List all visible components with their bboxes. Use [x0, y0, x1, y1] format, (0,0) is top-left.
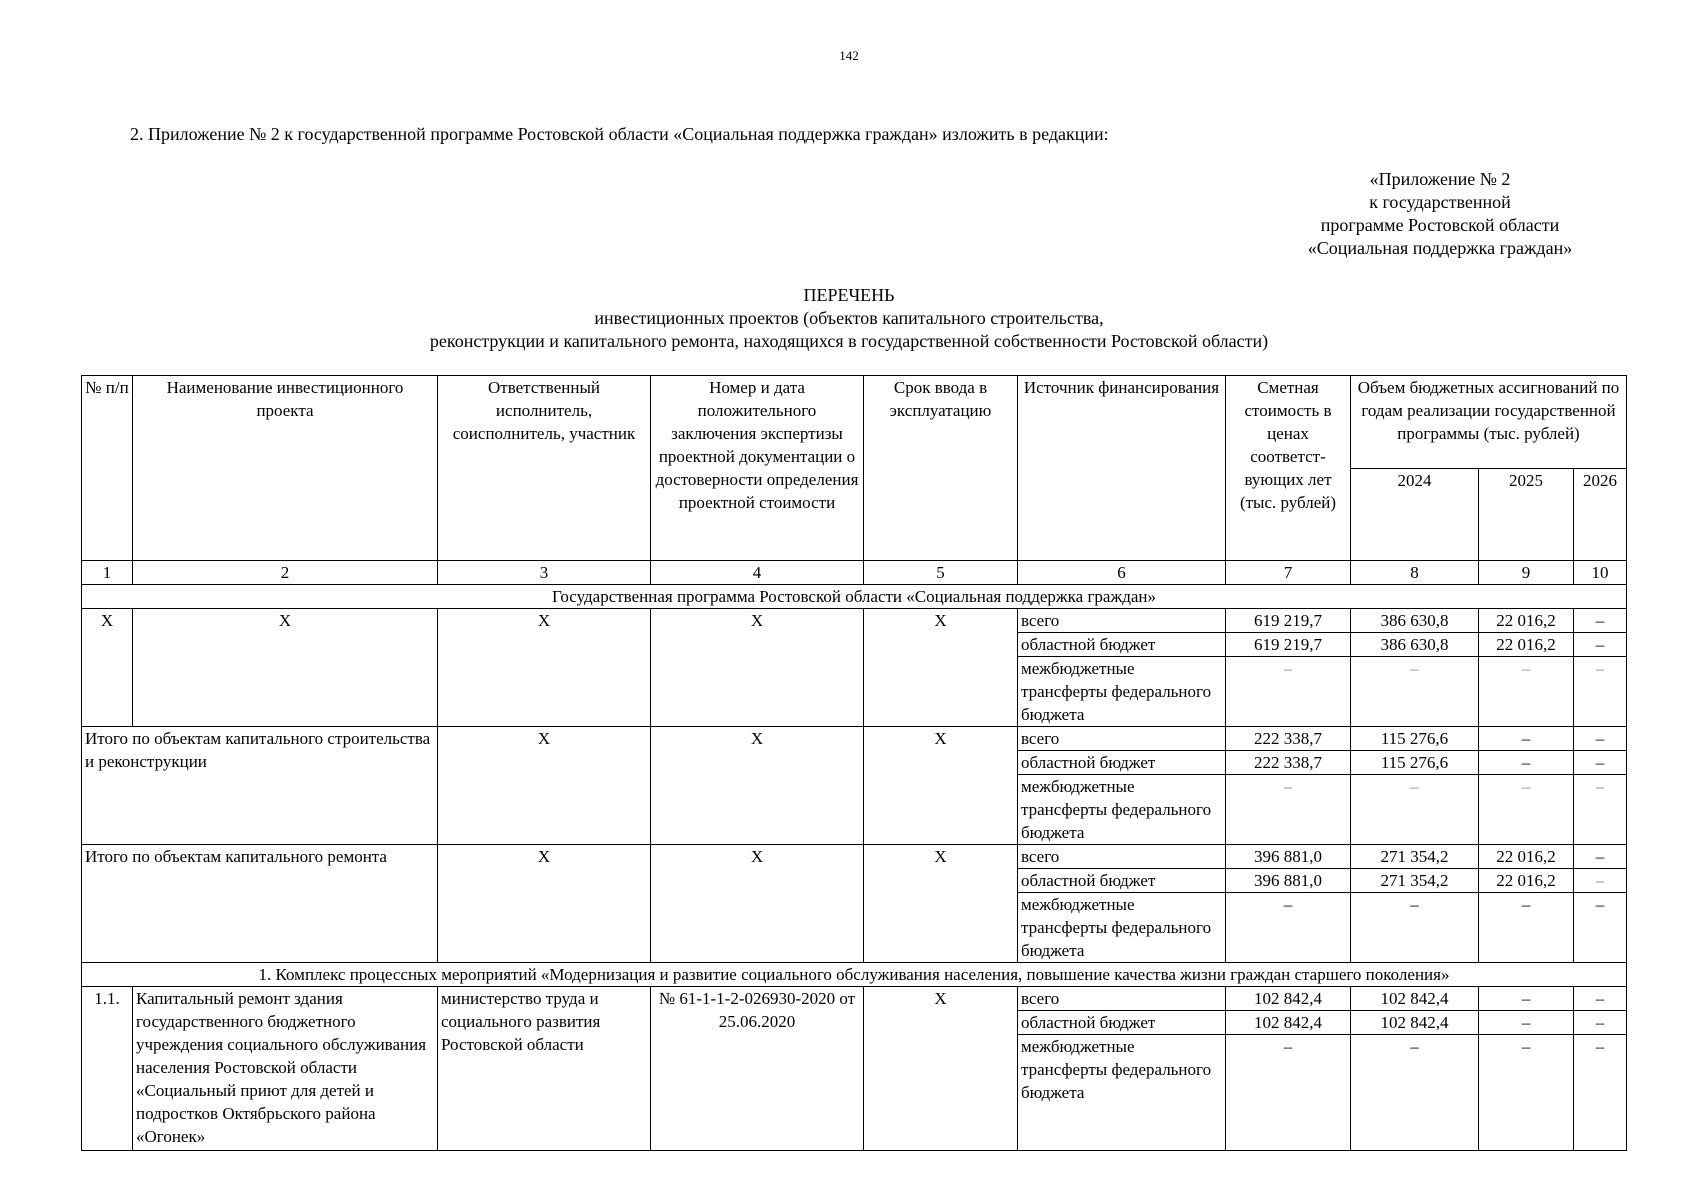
item-1-1-num: 1.1. [82, 987, 133, 1151]
header-row [82, 376, 1627, 469]
appendix-note-line: «Социальная поддержка граждан» [1307, 238, 1573, 258]
program-total-cost: 619 219,7 [1226, 609, 1351, 633]
construction-federal-2025: – [1479, 775, 1574, 845]
construction-regional-2024: 115 276,6 [1351, 751, 1479, 775]
program-x-name: Х [133, 609, 438, 727]
header-term: Срок ввода в эксплуатацию [864, 376, 1018, 561]
program-total-2026: – [1574, 609, 1627, 633]
repair-x-term: Х [864, 845, 1018, 963]
construction-total-cost: 222 338,7 [1226, 727, 1351, 751]
repair-total-row [82, 845, 1627, 869]
item-1-1-federal-2025: – [1479, 1035, 1574, 1151]
source-federal: межбюджетные трансферты федерального бюджета [1018, 657, 1226, 727]
source-regional: областной бюджет [1018, 869, 1226, 893]
title-line-1: ПЕРЕЧЕНЬ [803, 285, 895, 305]
appendix-note-line: к государственной [1369, 192, 1511, 212]
header-source: Источник финансирования [1018, 376, 1226, 561]
item-1-1-regional-cost: 102 842,4 [1226, 1011, 1351, 1035]
construction-total-2026: – [1574, 727, 1627, 751]
construction-total-2024: 115 276,6 [1351, 727, 1479, 751]
construction-federal-2024: – [1351, 775, 1479, 845]
item-1-1-expertise: № 61-1-1-2-026930-2020 от 25.06.2020 [651, 987, 864, 1151]
item-1-1-name: Капитальный ремонт здания государственного бюджетного учреждения социального обслуживания населения Ростовской области «Социальный приют для детей и подростков Октябрьского района «Огонек» [133, 987, 438, 1151]
repair-regional-2026: – [1574, 869, 1627, 893]
header-year-2026: 2026 [1574, 469, 1627, 561]
source-total: всего [1018, 609, 1226, 633]
item-1-1-federal-2026: – [1574, 1035, 1627, 1151]
construction-x-term: Х [864, 727, 1018, 845]
program-federal-2026: – [1574, 657, 1627, 727]
col-number: 9 [1479, 561, 1574, 585]
appendix-note-line: «Приложение № 2 [1369, 169, 1511, 189]
program-title: Государственная программа Ростовской области «Социальная поддержка граждан» [82, 585, 1627, 609]
program-regional-2025: 22 016,2 [1479, 633, 1574, 657]
item-1-1-total-row [82, 987, 1627, 1011]
program-x-num: Х [82, 609, 133, 727]
header-year-2024: 2024 [1351, 469, 1479, 561]
repair-federal-2025: – [1479, 893, 1574, 963]
construction-federal-cost: – [1226, 775, 1351, 845]
construction-regional-2025: – [1479, 751, 1574, 775]
header-year-2025: 2025 [1479, 469, 1574, 561]
repair-x-expertise: Х [651, 845, 864, 963]
construction-total-2025: – [1479, 727, 1574, 751]
item-1-1-total-cost: 102 842,4 [1226, 987, 1351, 1011]
repair-x-executor: Х [438, 845, 651, 963]
program-federal-2025: – [1479, 657, 1574, 727]
repair-total-2024: 271 354,2 [1351, 845, 1479, 869]
col-number: 10 [1574, 561, 1627, 585]
source-total: всего [1018, 987, 1226, 1011]
program-title-row [82, 585, 1627, 609]
source-federal: межбюджетные трансферты федерального бюджета [1018, 775, 1226, 845]
title-line-3: реконструкции и капитального ремонта, находящихся в государственной собственности Ростовской области) [429, 331, 1269, 351]
header-budget: Объем бюджетных ассигнований по годам реализации государственной программы (тыс. рублей) [1351, 376, 1627, 469]
source-regional: областной бюджет [1018, 1011, 1226, 1035]
source-federal: межбюджетные трансферты федерального бюджета [1018, 1035, 1226, 1151]
construction-total-row [82, 727, 1627, 751]
source-regional: областной бюджет [1018, 751, 1226, 775]
col-number: 3 [438, 561, 651, 585]
item-1-1-regional-2025: – [1479, 1011, 1574, 1035]
item-1-1-federal-2024: – [1351, 1035, 1479, 1151]
col-number: 6 [1018, 561, 1226, 585]
item-1-1-total-2025: – [1479, 987, 1574, 1011]
repair-regional-cost: 396 881,0 [1226, 869, 1351, 893]
col-number: 1 [82, 561, 133, 585]
column-numbers-row [82, 561, 1627, 585]
repair-federal-cost: – [1226, 893, 1351, 963]
program-federal-2024: – [1351, 657, 1479, 727]
investment-projects-table [81, 375, 1627, 1151]
repair-federal-2026: – [1574, 893, 1627, 963]
header-expertise: Номер и дата положительного заключения экспертизы проектной документации о достоверности определения проектной стоимости [651, 376, 864, 561]
construction-federal-2026: – [1574, 775, 1627, 845]
program-x-expertise: Х [651, 609, 864, 727]
repair-federal-2024: – [1351, 893, 1479, 963]
program-total-row [82, 609, 1627, 633]
construction-label: Итого по объектам капитального строительства и реконструкции [82, 727, 438, 845]
header-cost: Сметная стоимость в ценах соответст-вующих лет (тыс. рублей) [1226, 376, 1351, 561]
program-total-2025: 22 016,2 [1479, 609, 1574, 633]
complex-title-row [82, 963, 1627, 987]
item-1-1-executor: министерство труда и социального развития Ростовской области [438, 987, 651, 1151]
item-1-1-total-2026: – [1574, 987, 1627, 1011]
header-num: № п/п [82, 376, 133, 561]
col-number: 2 [133, 561, 438, 585]
repair-regional-2025: 22 016,2 [1479, 869, 1574, 893]
construction-regional-cost: 222 338,7 [1226, 751, 1351, 775]
construction-x-expertise: Х [651, 727, 864, 845]
construction-x-executor: Х [438, 727, 651, 845]
repair-regional-2024: 271 354,2 [1351, 869, 1479, 893]
program-x-term: Х [864, 609, 1018, 727]
program-regional-cost: 619 219,7 [1226, 633, 1351, 657]
col-number: 8 [1351, 561, 1479, 585]
repair-label: Итого по объектам капитального ремонта [82, 845, 438, 963]
intro-text: 2. Приложение № 2 к государственной программе Ростовской области «Социальная поддержка граждан» изложить в редакции: [130, 124, 1109, 144]
item-1-1-term: Х [864, 987, 1018, 1151]
program-regional-2024: 386 630,8 [1351, 633, 1479, 657]
title-line-2: инвестиционных проектов (объектов капитального строительства, [594, 308, 1104, 328]
item-1-1-regional-2026: – [1574, 1011, 1627, 1035]
appendix-note-line: программе Ростовской области [1320, 215, 1560, 235]
repair-total-cost: 396 881,0 [1226, 845, 1351, 869]
source-total: всего [1018, 845, 1226, 869]
source-regional: областной бюджет [1018, 633, 1226, 657]
col-number: 4 [651, 561, 864, 585]
program-total-2024: 386 630,8 [1351, 609, 1479, 633]
appendix-note [1270, 168, 1610, 260]
document-title [0, 284, 1698, 353]
repair-total-2025: 22 016,2 [1479, 845, 1574, 869]
program-regional-2026: – [1574, 633, 1627, 657]
source-federal: межбюджетные трансферты федерального бюджета [1018, 893, 1226, 963]
program-federal-cost: – [1226, 657, 1351, 727]
source-total: всего [1018, 727, 1226, 751]
col-number: 7 [1226, 561, 1351, 585]
col-number: 5 [864, 561, 1018, 585]
complex-title: 1. Комплекс процессных мероприятий «Модернизация и развитие социального обслуживания населения, повышение качества жизни граждан старшего поколения» [82, 963, 1627, 987]
program-x-executor: Х [438, 609, 651, 727]
item-1-1-total-2024: 102 842,4 [1351, 987, 1479, 1011]
header-executor: Ответственный исполнитель, соисполнитель, участник [438, 376, 651, 561]
item-1-1-regional-2024: 102 842,4 [1351, 1011, 1479, 1035]
header-name: Наименование инвестиционного проекта [133, 376, 438, 561]
page-number: 142 [839, 48, 859, 63]
construction-regional-2026: – [1574, 751, 1627, 775]
repair-total-2026: – [1574, 845, 1627, 869]
item-1-1-federal-cost: – [1226, 1035, 1351, 1151]
